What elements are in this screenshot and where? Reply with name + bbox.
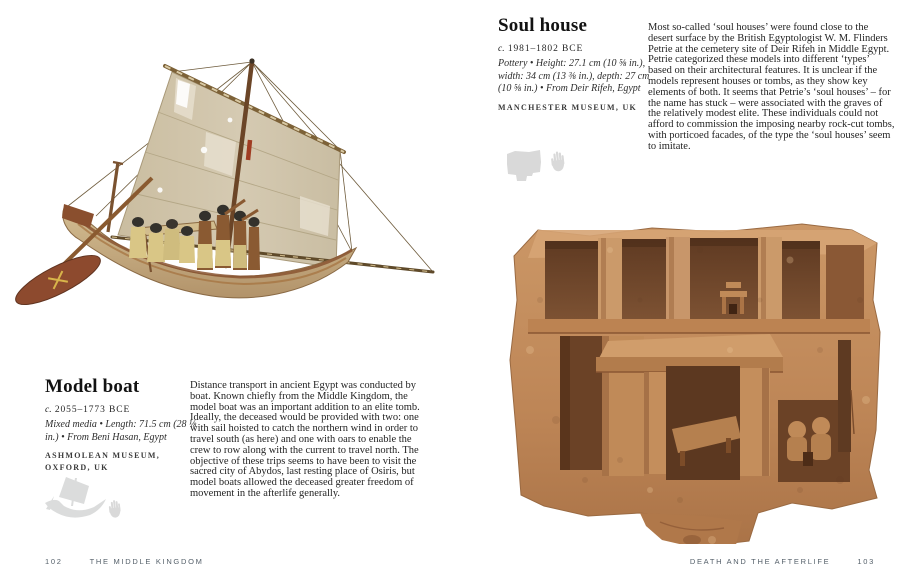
- soul-house-illustration: [508, 212, 884, 544]
- right-section-label: DEATH AND THE AFTERLIFE: [689, 557, 831, 566]
- left-circa: c.: [45, 405, 52, 415]
- left-museum: ASHMOLEAN MUSEUM, OXFORD, UK: [45, 451, 160, 472]
- right-colophon: [498, 16, 653, 114]
- left-section-label: THE MIDDLE KINGDOM: [89, 557, 204, 566]
- right-page-title: Soul house: [498, 15, 588, 36]
- right-scale-hand: [548, 148, 568, 175]
- house-silhouette-icon: [505, 147, 543, 183]
- model-boat-illustration: [6, 54, 442, 356]
- right-date-line: [498, 44, 653, 54]
- right-scale-object: [505, 147, 543, 183]
- right-materials: Pottery • Height: 27.1 cm (10 ⅝ in.), width: 34 cm (13 ⅜ in.), depth: 27 cm (10 ⅝ in.) • From Deir Rifeh, Egypt: [498, 58, 650, 94]
- left-scale-hand: [106, 497, 123, 520]
- hand-icon: [548, 148, 568, 175]
- left-page-title: Model boat: [45, 376, 140, 397]
- right-date: 1981–1802 BCE: [507, 44, 584, 54]
- left-page-number: 102: [45, 557, 63, 566]
- left-footer: [45, 557, 204, 566]
- right-page-number: 103: [857, 557, 875, 566]
- left-date: 2055–1773 BCE: [54, 405, 131, 415]
- right-circa: c.: [498, 44, 505, 54]
- right-body-text: Most so-called ‘soul houses’ were found close to the desert surface by the British Egyptologist W. M. Flinders Petrie at the cemetery site of Deir Rifeh in Middle Egypt. Petrie categorized these models into different ‘types’ based on their architectural features. It is unclear if the models represent houses or tombs, as they show key elements of both. It seems that Petrie’s ‘soul houses’ – for the name has stuck – were associated with the graves of the relatively modest elite. These individuals could not afford to commission the imposing nearby rock-cut tombs, with porticoed facades, of the type the ‘soul houses’ seem to imitate.: [648, 22, 895, 152]
- soul-house-photo: [508, 212, 884, 544]
- right-footer: [690, 557, 875, 566]
- model-boat-photo: [6, 54, 442, 356]
- boat-silhouette-icon: [42, 476, 110, 522]
- left-body-text: Distance transport in ancient Egypt was conducted by boat. Known chiefly from the Middle Kingdom, the model boat was an important addition to an elite tomb. Ideally, the deceased would be provided with two: one with sail hoisted to catch the northern wind in order to travel south (as here) and one with oars to enable the crew to row along with the current to travel north. The objective of these trips seems to have been to visit the sacred city of Abydos, last resting place of Osiris, but model boats allowed the deceased greater freedom of movement in the afterlife generally.: [190, 380, 420, 499]
- hand-icon: [106, 497, 123, 520]
- left-scale-object: [42, 476, 110, 522]
- right-museum: MANCHESTER MUSEUM, UK: [498, 102, 638, 112]
- right-page: [450, 0, 900, 586]
- left-materials: Mixed media • Length: 71.5 cm (28 ⅛ in.) • From Beni Hasan, Egypt: [45, 419, 197, 443]
